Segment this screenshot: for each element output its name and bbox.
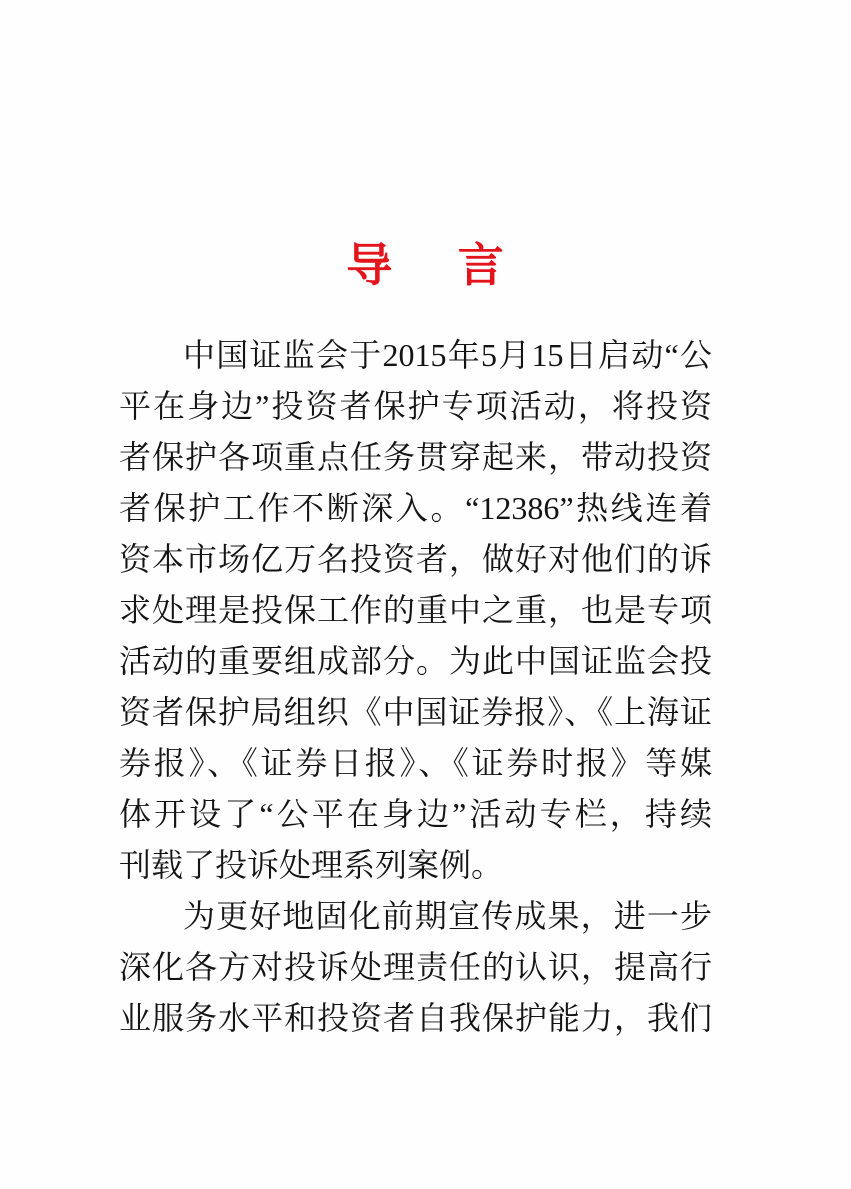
text-line: 资者保护局组织《中国证券报》、《上海证 bbox=[119, 694, 712, 730]
page-title: 导 言 bbox=[346, 240, 505, 291]
text-line: 券报》、《证券日报》、《证券时报》等媒 bbox=[119, 745, 712, 781]
text-line: 体开设了“公平在身边”活动专栏，持续 bbox=[119, 796, 712, 832]
text-line: 者保护工作不断深入。“12386”热线连着 bbox=[119, 490, 712, 526]
text-line: 刊载了投诉处理系列案例。 bbox=[119, 847, 504, 883]
text-line: 平在身边”投资者保护专项活动，将投资 bbox=[119, 388, 712, 424]
text-line: 中国证监会于2015年5月15日启动“公 bbox=[183, 337, 712, 373]
text-line: 者保护各项重点任务贯穿起来，带动投资 bbox=[119, 439, 712, 475]
body-text bbox=[119, 330, 712, 1044]
text-line: 业服务水平和投资者自我保护能力，我们 bbox=[119, 1000, 712, 1036]
text-line: 为更好地固化前期宣传成果，进一步 bbox=[183, 898, 712, 934]
text-line: 活动的重要组成部分。为此中国证监会投 bbox=[119, 643, 712, 679]
text-line: 资本市场亿万名投资者，做好对他们的诉 bbox=[119, 541, 712, 577]
text-line: 求处理是投保工作的重中之重，也是专项 bbox=[119, 592, 712, 628]
text-line: 深化各方对投诉处理责任的认识，提高行 bbox=[119, 949, 712, 985]
